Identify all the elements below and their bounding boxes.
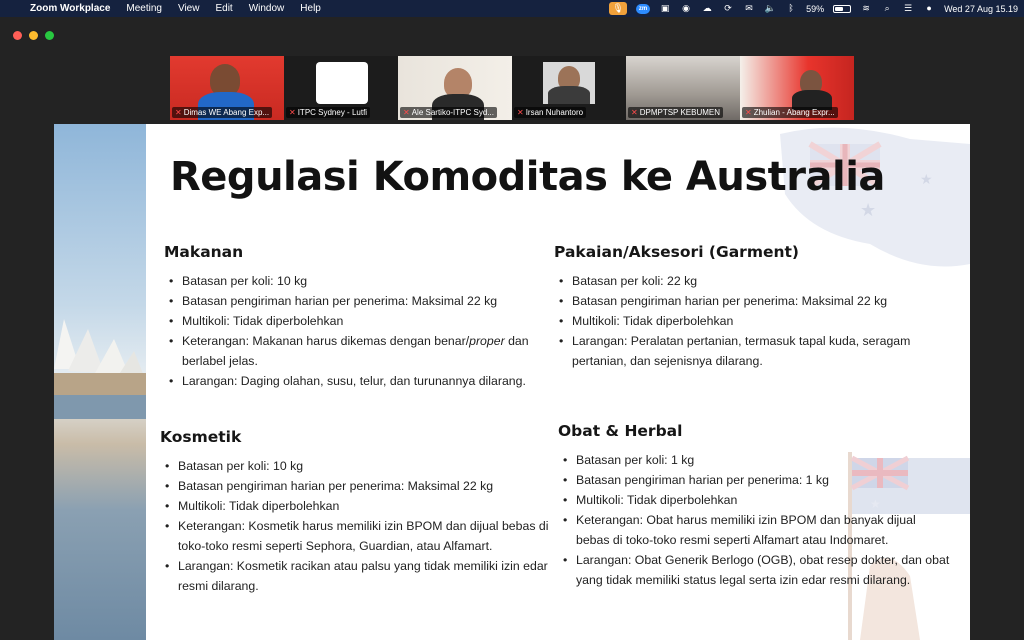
app-menu[interactable]: Zoom Workplace bbox=[30, 3, 111, 14]
menu-meeting[interactable]: Meeting bbox=[126, 3, 162, 14]
menu-bar bbox=[0, 0, 1024, 17]
muted-mic-icon: ✕ bbox=[517, 108, 524, 117]
bullet-item: • Batasan pengiriman harian per penerima: Maksimal 22 kg bbox=[554, 291, 934, 311]
bullet-item: • Larangan: Kosmetik racikan atau palsu yang tidak memiliki izin edar resmi dilarang. bbox=[160, 556, 550, 596]
bullet-list bbox=[558, 450, 950, 590]
bullet-item: • Multikoli: Tidak diperbolehkan bbox=[558, 490, 950, 510]
section-pakaian bbox=[554, 243, 934, 371]
section-kosmetik bbox=[160, 428, 550, 596]
battery-icon[interactable] bbox=[833, 5, 851, 13]
bullet-item: • Multikoli: Tidak diperbolehkan bbox=[554, 311, 934, 331]
zoom-window bbox=[0, 17, 1024, 640]
participant-name: ✕ ITPC Sydney - Lutfi bbox=[286, 107, 370, 118]
muted-mic-icon: ✕ bbox=[745, 108, 752, 117]
participant-name: ✕ Ale Sartiko-ITPC Syd... bbox=[400, 107, 497, 118]
cloud-icon[interactable]: ☁ bbox=[702, 3, 712, 13]
muted-mic-icon: ✕ bbox=[403, 108, 410, 117]
bullet-item: • Keterangan: Kosmetik harus memiliki izin BPOM dan dijual bebas di toko-toko resmi seperti Sephora, Guardian, atau Alfamart. bbox=[160, 516, 550, 556]
participant-tile[interactable] bbox=[740, 56, 854, 120]
svg-text:★: ★ bbox=[870, 497, 881, 511]
volume-icon[interactable]: 🔈 bbox=[764, 3, 776, 13]
zoom-icon[interactable]: zm bbox=[636, 4, 650, 14]
bullet-item: • Keterangan: Obat harus memiliki izin BPOM dan banyak dijual bebas di toko-toko resmi seperti Alfamart atau Indomaret. bbox=[558, 510, 950, 550]
search-icon[interactable]: ⌕ bbox=[884, 3, 890, 13]
bullet-list bbox=[160, 456, 550, 596]
slide-title: Regulasi Komoditas ke Australia bbox=[170, 154, 885, 200]
participant-shirt bbox=[548, 86, 590, 104]
section-heading: Makanan bbox=[164, 243, 244, 261]
menu-window[interactable]: Window bbox=[248, 3, 285, 14]
muted-mic-icon: ✕ bbox=[631, 108, 638, 117]
bullet-item: • Batasan pengiriman harian per penerima: Maksimal 22 kg bbox=[164, 291, 544, 311]
section-heading: Obat & Herbal bbox=[558, 422, 683, 440]
notification-icon[interactable]: ✉ bbox=[745, 3, 753, 13]
bullet-item: • Batasan per koli: 10 kg bbox=[160, 456, 550, 476]
participant-name: ✕ Irsan Nuhantoro bbox=[514, 107, 586, 118]
shared-screen-slide bbox=[54, 124, 970, 640]
section-makanan bbox=[164, 243, 544, 391]
siri-icon[interactable]: ● bbox=[926, 3, 932, 13]
sync-icon[interactable]: ⟳ bbox=[724, 3, 732, 13]
battery-level bbox=[835, 7, 843, 11]
muted-mic-icon: ✕ bbox=[175, 108, 182, 117]
bullet-item: • Keterangan: Makanan harus dikemas dengan benar/proper dan berlabel jelas. bbox=[164, 331, 544, 371]
battery-percent: 59% bbox=[806, 3, 825, 14]
organization-logo bbox=[316, 62, 368, 104]
svg-text:★: ★ bbox=[920, 172, 933, 188]
muted-mic-icon: ✕ bbox=[289, 108, 296, 117]
bullet-item: • Batasan pengiriman harian per penerima: 1 kg bbox=[558, 470, 950, 490]
bullet-item: • Larangan: Daging olahan, susu, telur, dan turunannya dilarang. bbox=[164, 371, 544, 391]
participant-tile[interactable] bbox=[512, 56, 626, 120]
bullet-item: • Batasan per koli: 22 kg bbox=[554, 271, 934, 291]
close-window-button[interactable] bbox=[13, 31, 22, 40]
grammarly-icon[interactable]: ◉ bbox=[682, 3, 690, 13]
bullet-item: • Larangan: Peralatan pertanian, termasuk tapal kuda, seragam pertanian, dan sejenisnya dilarang. bbox=[554, 331, 934, 371]
minimize-window-button[interactable] bbox=[29, 31, 38, 40]
microphone-icon[interactable]: 🎙 bbox=[609, 2, 627, 15]
menu-view[interactable]: View bbox=[177, 3, 200, 14]
bullet-item: • Larangan: Obat Generik Berlogo (OGB), obat resep dokter, dan obat yang tidak memiliki status legal serta izin edar resmi dilarang. bbox=[558, 550, 950, 590]
participant-tile[interactable] bbox=[398, 56, 512, 120]
clock[interactable]: Wed 27 Aug 15.19 bbox=[944, 3, 1018, 14]
bullet-item: • Multikoli: Tidak diperbolehkan bbox=[160, 496, 550, 516]
bluetooth-icon[interactable]: ᛒ bbox=[788, 3, 794, 13]
control-center-icon[interactable]: ☰ bbox=[904, 3, 913, 13]
participant-name: ✕ DPMPTSP KEBUMEN bbox=[628, 107, 723, 118]
participant-tile[interactable] bbox=[284, 56, 398, 120]
section-heading: Kosmetik bbox=[160, 428, 242, 446]
bullet-item: • Multikoli: Tidak diperbolehkan bbox=[164, 311, 544, 331]
participant-tile[interactable] bbox=[626, 56, 740, 120]
participant-name: ✕ Dimas WE Abang Exp... bbox=[172, 107, 272, 118]
bullet-item: • Batasan per koli: 10 kg bbox=[164, 271, 544, 291]
section-heading: Pakaian/Aksesori (Garment) bbox=[554, 243, 800, 261]
fullscreen-window-button[interactable] bbox=[45, 31, 54, 40]
participant-name: ✕ Zhulian - Abang Expr... bbox=[742, 107, 838, 118]
wifi-icon[interactable]: ≋ bbox=[862, 3, 870, 13]
status-area bbox=[609, 0, 1018, 17]
sydney-photo bbox=[54, 124, 146, 640]
menu-edit[interactable]: Edit bbox=[215, 3, 233, 14]
bullet-list bbox=[164, 271, 544, 391]
svg-text:★: ★ bbox=[860, 200, 877, 221]
bullet-item: • Batasan pengiriman harian per penerima: Maksimal 22 kg bbox=[160, 476, 550, 496]
bullet-list bbox=[554, 271, 934, 371]
participant-strip bbox=[170, 56, 854, 120]
menu-help[interactable]: Help bbox=[300, 3, 321, 14]
participant-tile[interactable] bbox=[170, 56, 284, 120]
bullet-item: • Batasan per koli: 1 kg bbox=[558, 450, 950, 470]
section-obat-herbal bbox=[558, 422, 950, 590]
tray-icon[interactable]: ▣ bbox=[660, 3, 670, 13]
opera-house-illustration bbox=[54, 299, 146, 419]
